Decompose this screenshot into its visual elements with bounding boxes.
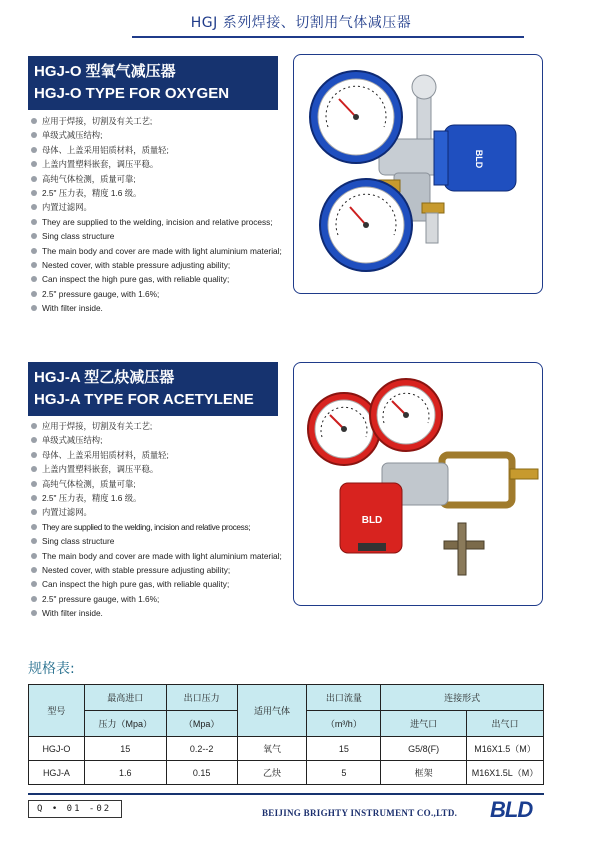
cell-outlet: M16X1.5（M） bbox=[467, 737, 544, 761]
list-item: Nested cover, with stable pressure adjusting ability; bbox=[30, 563, 290, 577]
cell-outlet: M16X1.5L（M） bbox=[467, 761, 544, 785]
acetylene-title-en: HGJ-A TYPE FOR ACETYLENE bbox=[34, 391, 254, 408]
list-item: The main body and cover are made with light aluminium material; bbox=[30, 549, 290, 563]
oxygen-title-banner bbox=[28, 56, 278, 110]
company-name: BEIJING BRIGHTY INSTRUMENT CO.,LTD. bbox=[262, 808, 458, 818]
list-item: 上盖内置塑料嵌套，调压平稳。 bbox=[30, 462, 290, 476]
header-model: 型号 bbox=[29, 685, 85, 737]
acetylene-regulator-illustration bbox=[294, 363, 543, 606]
cell-inlet: G5/8(F) bbox=[381, 737, 467, 761]
svg-text:BLD: BLD bbox=[361, 515, 383, 526]
oxygen-feature-list bbox=[30, 114, 290, 316]
header-inlet: 进气口 bbox=[381, 711, 467, 737]
list-item: 内置过滤网。 bbox=[30, 505, 290, 519]
cell-model: HGJ-A bbox=[29, 761, 85, 785]
oxygen-title-en: HGJ-O TYPE FOR OXYGEN bbox=[34, 85, 230, 102]
list-item: 2.5" pressure gauge, with 1.6%; bbox=[30, 592, 290, 606]
oxygen-regulator-photo bbox=[293, 54, 543, 294]
header-outlet-pressure-line1: 出口压力 bbox=[166, 685, 237, 711]
list-item: The main body and cover are made with light aluminium material; bbox=[30, 244, 290, 258]
cell-max-inlet: 1.6 bbox=[84, 761, 166, 785]
header-flow-line2: （m³/h） bbox=[307, 711, 381, 737]
header-connection: 连接形式 bbox=[381, 685, 544, 711]
table-row bbox=[29, 761, 544, 785]
spec-table bbox=[28, 684, 544, 785]
list-item: With filter inside. bbox=[30, 301, 290, 315]
list-item: Can inspect the high pure gas, with reliable quality; bbox=[30, 272, 290, 286]
oxygen-regulator-illustration bbox=[294, 55, 543, 294]
list-item: 单级式减压结构; bbox=[30, 128, 290, 142]
list-item: 内置过滤网。 bbox=[30, 200, 290, 214]
list-item: 应用于焊接，切割及有关工艺; bbox=[30, 419, 290, 433]
header-flow-line1: 出口流量 bbox=[307, 685, 381, 711]
list-item: 高纯气体检测，质量可靠; bbox=[30, 172, 290, 186]
header-rule bbox=[132, 36, 524, 38]
cell-inlet: 框架 bbox=[381, 761, 467, 785]
page-number: Q • 01 -02 bbox=[28, 800, 122, 818]
cell-flow: 15 bbox=[307, 737, 381, 761]
list-item: Sing class structure bbox=[30, 229, 290, 243]
table-row bbox=[29, 737, 544, 761]
spec-table-title: 规格表: bbox=[28, 661, 75, 677]
list-item: Can inspect the high pure gas, with reliable quality; bbox=[30, 577, 290, 591]
list-item: 上盖内置塑料嵌套，调压平稳。 bbox=[30, 157, 290, 171]
list-item: Nested cover, with stable pressure adjusting ability; bbox=[30, 258, 290, 272]
cell-outlet-pressure: 0.15 bbox=[166, 761, 237, 785]
header-outlet-pressure-line2: （Mpa） bbox=[166, 711, 237, 737]
acetylene-regulator-photo bbox=[293, 362, 543, 606]
acetylene-feature-list bbox=[30, 419, 290, 621]
company-logo: BLD bbox=[490, 797, 533, 822]
cell-flow: 5 bbox=[307, 761, 381, 785]
acetylene-title-banner bbox=[28, 362, 278, 416]
cell-gas: 氧气 bbox=[237, 737, 307, 761]
list-item: They are supplied to the welding, incision and relative process; bbox=[30, 215, 290, 229]
list-item: Sing class structure bbox=[30, 534, 290, 548]
header-max-inlet-line1: 最高进口 bbox=[84, 685, 166, 711]
header-gas: 适用气体 bbox=[237, 685, 307, 737]
acetylene-title-cn: HGJ-A 型乙炔减压器 bbox=[34, 369, 175, 386]
header-max-inlet-line2: 压力（Mpa） bbox=[84, 711, 166, 737]
cell-gas: 乙炔 bbox=[237, 761, 307, 785]
list-item: 2.5" 压力表，精度 1.6 级。 bbox=[30, 491, 290, 505]
svg-text:BLD: BLD bbox=[474, 149, 484, 169]
list-item: 单级式减压结构; bbox=[30, 433, 290, 447]
list-item: 应用于焊接，切割及有关工艺; bbox=[30, 114, 290, 128]
list-item: 高纯气体检测，质量可靠; bbox=[30, 477, 290, 491]
footer-rule bbox=[28, 793, 544, 795]
list-item: With filter inside. bbox=[30, 606, 290, 620]
list-item: 母体、上盖采用铝质材料，质量轻; bbox=[30, 143, 290, 157]
list-item: 2.5" 压力表，精度 1.6 级。 bbox=[30, 186, 290, 200]
list-item: 母体、上盖采用铝质材料，质量轻; bbox=[30, 448, 290, 462]
cell-model: HGJ-O bbox=[29, 737, 85, 761]
page-header-title: HGJ 系列焊接、切割用气体减压器 bbox=[190, 15, 412, 31]
list-item: They are supplied to the welding, incision and relative process; bbox=[30, 520, 290, 534]
header-outlet: 出气口 bbox=[467, 711, 544, 737]
list-item: 2.5" pressure gauge, with 1.6%; bbox=[30, 287, 290, 301]
cell-outlet-pressure: 0.2--2 bbox=[166, 737, 237, 761]
oxygen-title-cn: HGJ-O 型氧气减压器 bbox=[34, 63, 176, 80]
cell-max-inlet: 15 bbox=[84, 737, 166, 761]
